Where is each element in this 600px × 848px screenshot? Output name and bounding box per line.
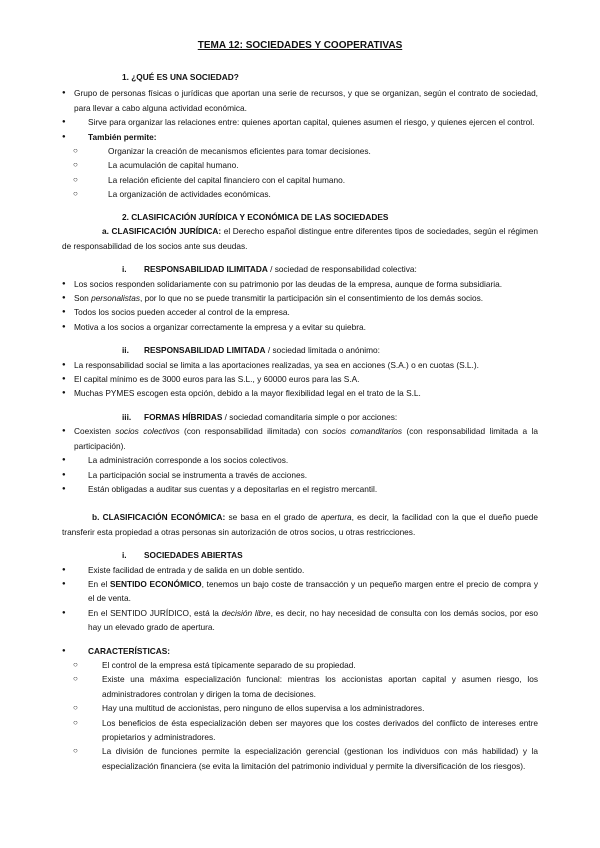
ilimitada-item: ● Los socios responden solidariamente con su patrimonio por las deudas de la empresa, aunque de forma subsidiaria.: [62, 277, 538, 291]
abiertas-num: i.: [122, 550, 127, 561]
s1-paragraph-3: [62, 130, 538, 144]
hibridas-item: ● La participación social se instrumenta a través de acciones.: [62, 468, 538, 482]
juridica-text: el Derecho español distingue entre diferentes tipos de sociedades, según el régimen de responsabilidad de los socios ante sus deudas.: [62, 226, 539, 251]
s1-list-item: ○ La acumulación de capital humano.: [62, 158, 538, 172]
abiertas-item-c: , tenemos un bajo coste de transacción y un pequeño margen entre el precio de compra y el de venta.: [88, 578, 538, 604]
limitada-title: RESPONSABILIDAD LIMITADA: [144, 345, 266, 356]
ilimitada-rest: / sociedad de responsabilidad colectiva:: [267, 264, 417, 275]
limitada-item: ● El capital mínimo es de 3000 euros para las S.L., y 60000 euros para las S.A.: [62, 372, 538, 386]
limitada-num: ii.: [122, 345, 129, 356]
s1-p2-text: Sirve para organizar las relaciones entre: quienes aportan capital, quienes asumen el riesgo, y quienes ejercen el control.: [88, 117, 535, 128]
ilimitada-title: RESPONSABILIDAD ILIMITADA: [144, 264, 268, 275]
juridica-paragraph: [62, 224, 538, 253]
caracteristicas-title: CARACTERÍSTICAS:: [88, 645, 171, 656]
ilimitada-num: i.: [122, 264, 127, 275]
abiertas-item: [62, 577, 538, 606]
ilimitada-item-italic: personalistas: [91, 293, 140, 304]
hibridas-item: ● La administración corresponde a los socios colectivos.: [62, 453, 538, 467]
ilimitada-item-a: Son: [74, 293, 92, 304]
hibridas-heading: [62, 410, 538, 424]
document-title: TEMA 12: SOCIEDADES Y COOPERATIVAS: [197, 40, 403, 51]
s1-list-item: ○ La organización de actividades económicas.: [62, 187, 538, 201]
caracteristicas-item: ○ El control de la empresa está típicamente separado de su propiedad.: [62, 658, 538, 672]
caracteristicas-item: ○ Hay una multitud de accionistas, pero ninguno de ellos supervisa a los administradores.: [62, 701, 538, 715]
limitada-heading: [62, 343, 538, 357]
section-2: [62, 210, 538, 773]
abiertas-item: ● Existe facilidad de entrada y de salida en un doble sentido.: [62, 563, 538, 577]
abiertas-title: SOCIEDADES ABIERTAS: [144, 550, 243, 561]
limitada-rest: / sociedad limitada o anónimo:: [265, 345, 380, 356]
abiertas-item: [62, 606, 538, 635]
ilimitada-item-b: , por lo que no se puede transmitir la participación sin el consentimiento de los demás socios.: [139, 293, 484, 304]
economica-paragraph: [62, 510, 538, 539]
hibridas-item: [62, 424, 538, 453]
abiertas-item-a: En el: [88, 578, 110, 589]
economica-text-a: se basa en el grado de: [225, 512, 321, 523]
s1-paragraph-1: [62, 86, 538, 115]
hibridas-item-c: (con responsabilidad limitada a la participación).: [74, 426, 538, 451]
hibridas-item-b: (con responsabilidad ilimitada) con: [179, 426, 323, 437]
economica-label: b. CLASIFICACIÓN ECONÓMICA:: [92, 512, 226, 523]
hibridas-num: iii.: [122, 411, 132, 422]
s1-paragraph-2: [62, 115, 538, 129]
s1-p3-text: También permite:: [88, 131, 157, 142]
section-1: [62, 70, 538, 202]
caracteristicas-item: ○ Existe una máxima especialización funcional: mientras los accionistas aportan capital y asumen riesgo, los administradores controlan y dirigen la toma de decisiones.: [62, 672, 538, 701]
ilimitada-item: ● Todos los socios pueden acceder al control de la empresa.: [62, 305, 538, 319]
hibridas-item-a: Coexisten: [74, 426, 116, 437]
economica-italic: apertura: [320, 512, 352, 523]
hibridas-title: FORMAS HÍBRIDAS: [144, 411, 223, 422]
abiertas-item-a: En el SENTIDO JURÍDICO, está la: [88, 607, 222, 618]
hibridas-item-italic-1: socios colectivos: [115, 426, 180, 437]
s1-list-item: ○ Organizar la creación de mecanismos eficientes para tomar decisiones.: [62, 144, 538, 158]
abiertas-item-b: , es decir, no hay necesidad de consulta con los demás socios, por eso hay un elevado grado de apertura.: [88, 607, 538, 633]
limitada-item: ● Muchas PYMES escogen esta opción, debido a la mayor flexibilidad legal en el trato de la S.L.: [62, 386, 538, 400]
economica-text-b: , es decir, la facilidad con la que el dueño puede transferir esta propiedad a otras personas sin autorización de otros socios, u otras restricciones.: [62, 512, 538, 537]
section-2-heading: 2. CLASIFICACIÓN JURÍDICA Y ECONÓMICA DE LAS SOCIEDADES: [122, 212, 389, 222]
abiertas-item-italic: decisión libre: [221, 607, 271, 618]
limitada-item: ● La responsabilidad social se limita a las aportaciones realizadas, ya sea en acciones (S.A.) o en cuotas (S.L.).: [62, 358, 538, 372]
s1-p1-text: Grupo de personas físicas o jurídicas que aportan una serie de recursos, y que se organizan, según el contrato de sociedad, para llevar a cabo alguna actividad económica.: [74, 88, 538, 113]
caracteristicas-item: ○ La división de funciones permite la especialización gerencial (gestionan los individuos con más habilidad) y la especialización financiera (se evita la limitación del patrimonio individual y permite la diversificación de los riesgos).: [62, 744, 538, 773]
ilimitada-item: ● Motiva a los socios a organizar correctamente la empresa y a evitar su quiebra.: [62, 320, 538, 334]
juridica-label: a. CLASIFICACIÓN JURÍDICA:: [102, 226, 222, 237]
abiertas-item-bold: SENTIDO ECONÓMICO: [109, 578, 202, 589]
caracteristicas-heading: [62, 644, 538, 658]
s1-list-item: ○ La relación eficiente del capital financiero con el capital humano.: [62, 173, 538, 187]
ilimitada-item: [62, 291, 538, 305]
section-1-heading: 1. ¿QUÉ ES UNA SOCIEDAD?: [122, 72, 239, 82]
hibridas-item-italic-2: socios comanditarios: [322, 426, 403, 437]
hibridas-item: ● Están obligadas a auditar sus cuentas y a depositarlas en el registro mercantil.: [62, 482, 538, 496]
caracteristicas-item: ○ Los beneficios de ésta especialización deben ser mayores que los costes derivados del conflicto de intereses entre propietarios y administradores.: [62, 716, 538, 745]
abiertas-heading: [62, 548, 538, 562]
ilimitada-heading: [62, 262, 538, 276]
hibridas-rest: / sociedad comanditaria simple o por acciones:: [222, 411, 398, 422]
